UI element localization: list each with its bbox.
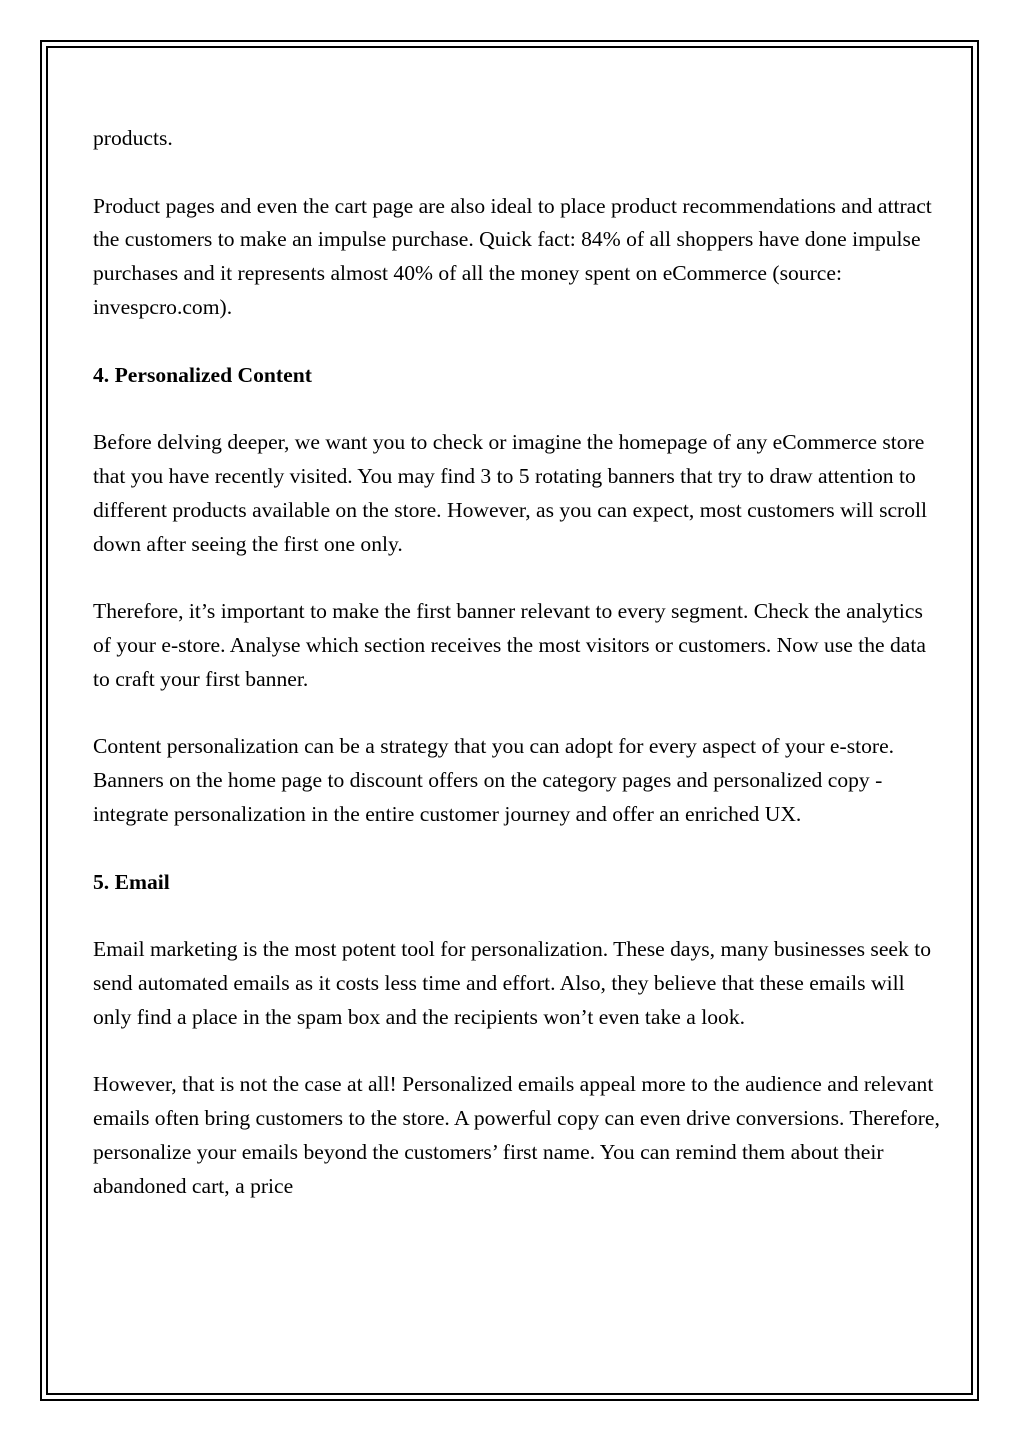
heading-personalized-content: 4. Personalized Content: [93, 362, 312, 387]
paragraph-product-pages: Product pages and even the cart page are also ideal to place product recommendations and attract the customers to make an impulse purchase. Quick fact: 84% of all shoppers have done impulse purchases and it represents almost 40% of all the money spent on eCommerce (source: invespcro.com).: [93, 193, 932, 319]
document-body: [93, 122, 943, 1237]
paragraph-personalized-emails: However, that is not the case at all! Personalized emails appeal more to the audience and relevant emails often bring customers to the store. A powerful copy can even drive conversions. Therefore, personalize your emails beyond the customers’ first name. You can remind them about their abandoned cart, a price: [93, 1072, 940, 1198]
paragraph-content-personalization: Content personalization can be a strategy that you can adopt for every aspect of your e-store. Banners on the home page to discount offers on the category pages and personalized copy - integrate personalization in the entire customer journey and offer an enriched UX.: [93, 734, 895, 826]
paragraph-email-marketing: Email marketing is the most potent tool for personalization. These days, many businesses seek to send automated emails as it costs less time and effort. Also, they believe that these emails will only find a place in the spam box and the recipients won’t even take a look.: [93, 937, 931, 1029]
paragraph-first-banner: Therefore, it’s important to make the first banner relevant to every segment. Check the analytics of your e-store. Analyse which section receives the most visitors or customers. Now use the data to craft your first banner.: [93, 599, 926, 691]
paragraph-products: products.: [93, 126, 173, 150]
heading-email: 5. Email: [93, 869, 170, 894]
paragraph-before-delving: Before delving deeper, we want you to check or imagine the homepage of any eCommerce store that you have recently visited. You may find 3 to 5 rotating banners that try to draw attention to different products available on the store. However, as you can expect, most customers will scroll down after seeing the first one only.: [93, 430, 928, 556]
